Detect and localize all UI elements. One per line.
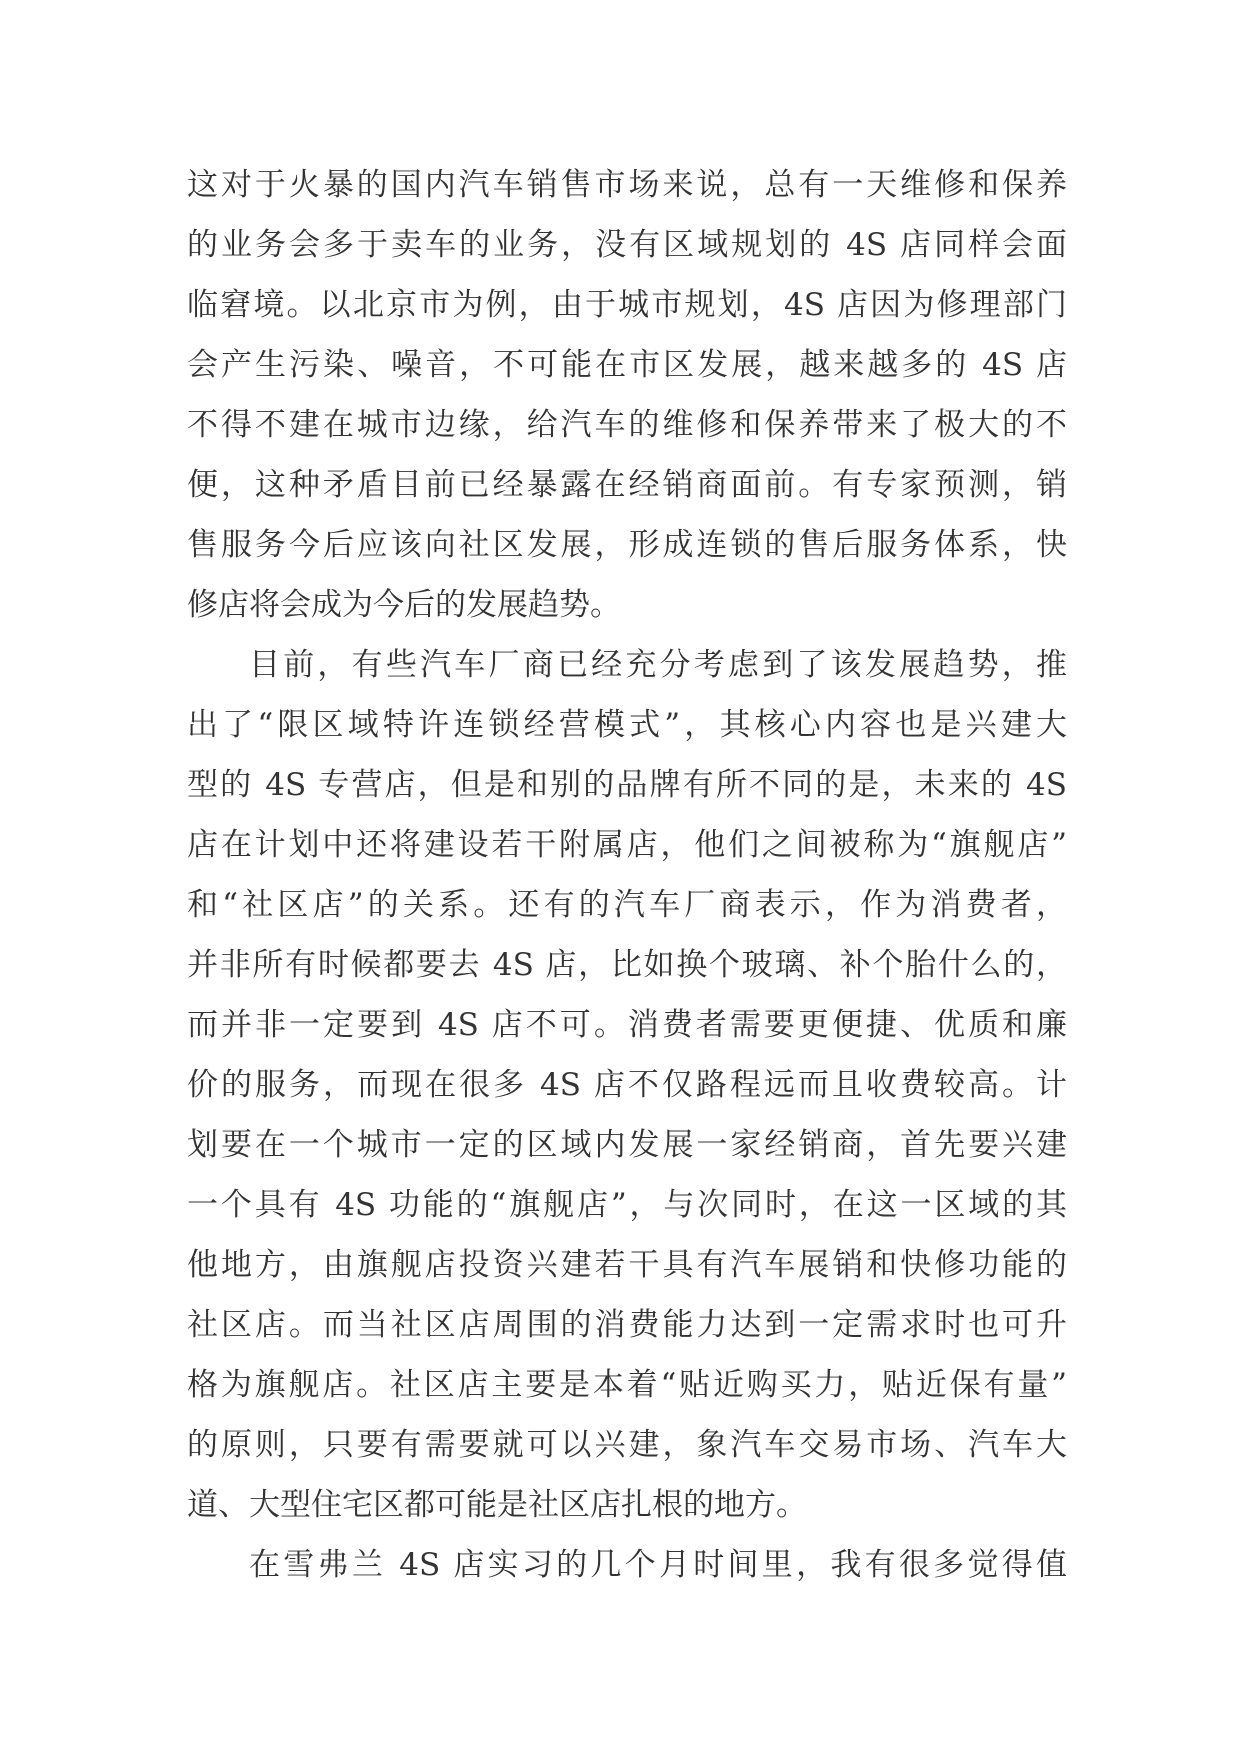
text-line: 临窘境。以北京市为例，由于城市规划，4S 店因为修理部门 (187, 287, 1067, 323)
text-line: 他地方，由旗舰店投资兴建若干具有汽车展销和快修功能的 (187, 1247, 1067, 1283)
text-line: 和“社区店”的关系。还有的汽车厂商表示，作为消费者， (187, 887, 1067, 923)
text-line: 价的服务，而现在很多 4S 店不仅路程远而且收费较高。计 (187, 1067, 1067, 1103)
text-line: 修店将会成为今后的发展趋势。 (187, 587, 621, 623)
text-line: 的业务会多于卖车的业务，没有区域规划的 4S 店同样会面 (187, 227, 1067, 263)
paragraph-2 (187, 635, 1067, 1535)
body-text (187, 155, 1067, 1595)
text-line: 型的 4S 专营店，但是和别的品牌有所不同的是，未来的 4S (187, 767, 1067, 803)
text-line: 售服务今后应该向社区发展，形成连锁的售后服务体系，快 (187, 527, 1067, 563)
text-line: 会产生污染、噪音，不可能在市区发展，越来越多的 4S 店 (187, 347, 1067, 383)
text-line: 道、大型住宅区都可能是社区店扎根的地方。 (187, 1487, 807, 1523)
text-line: 划要在一个城市一定的区域内发展一家经销商，首先要兴建 (187, 1127, 1067, 1163)
text-line: 一个具有 4S 功能的“旗舰店”，与次同时，在这一区域的其 (187, 1187, 1067, 1223)
paragraph-3 (187, 1535, 1067, 1595)
text-line: 并非所有时候都要去 4S 店，比如换个玻璃、补个胎什么的， (187, 947, 1067, 983)
text-line: 社区店。而当社区店周围的消费能力达到一定需求时也可升 (187, 1307, 1067, 1343)
text-line: 在雪弗兰 4S 店实习的几个月时间里，我有很多觉得值 (249, 1547, 1067, 1583)
text-line: 目前，有些汽车厂商已经充分考虑到了该发展趋势，推 (249, 647, 1067, 683)
text-line: 的原则，只要有需要就可以兴建，象汽车交易市场、汽车大 (187, 1427, 1067, 1463)
paragraph-1 (187, 155, 1067, 635)
text-line: 而并非一定要到 4S 店不可。消费者需要更便捷、优质和廉 (187, 1007, 1067, 1043)
text-line: 出了“限区域特许连锁经营模式”，其核心内容也是兴建大 (187, 707, 1067, 743)
text-line: 这对于火暴的国内汽车销售市场来说，总有一天维修和保养 (187, 167, 1067, 203)
text-line: 格为旗舰店。社区店主要是本着“贴近购买力，贴近保有量” (187, 1367, 1067, 1403)
text-line: 店在计划中还将建设若干附属店，他们之间被称为“旗舰店” (187, 827, 1067, 863)
text-line: 便，这种矛盾目前已经暴露在经销商面前。有专家预测，销 (187, 467, 1067, 503)
text-line: 不得不建在城市边缘，给汽车的维修和保养带来了极大的不 (187, 407, 1067, 443)
